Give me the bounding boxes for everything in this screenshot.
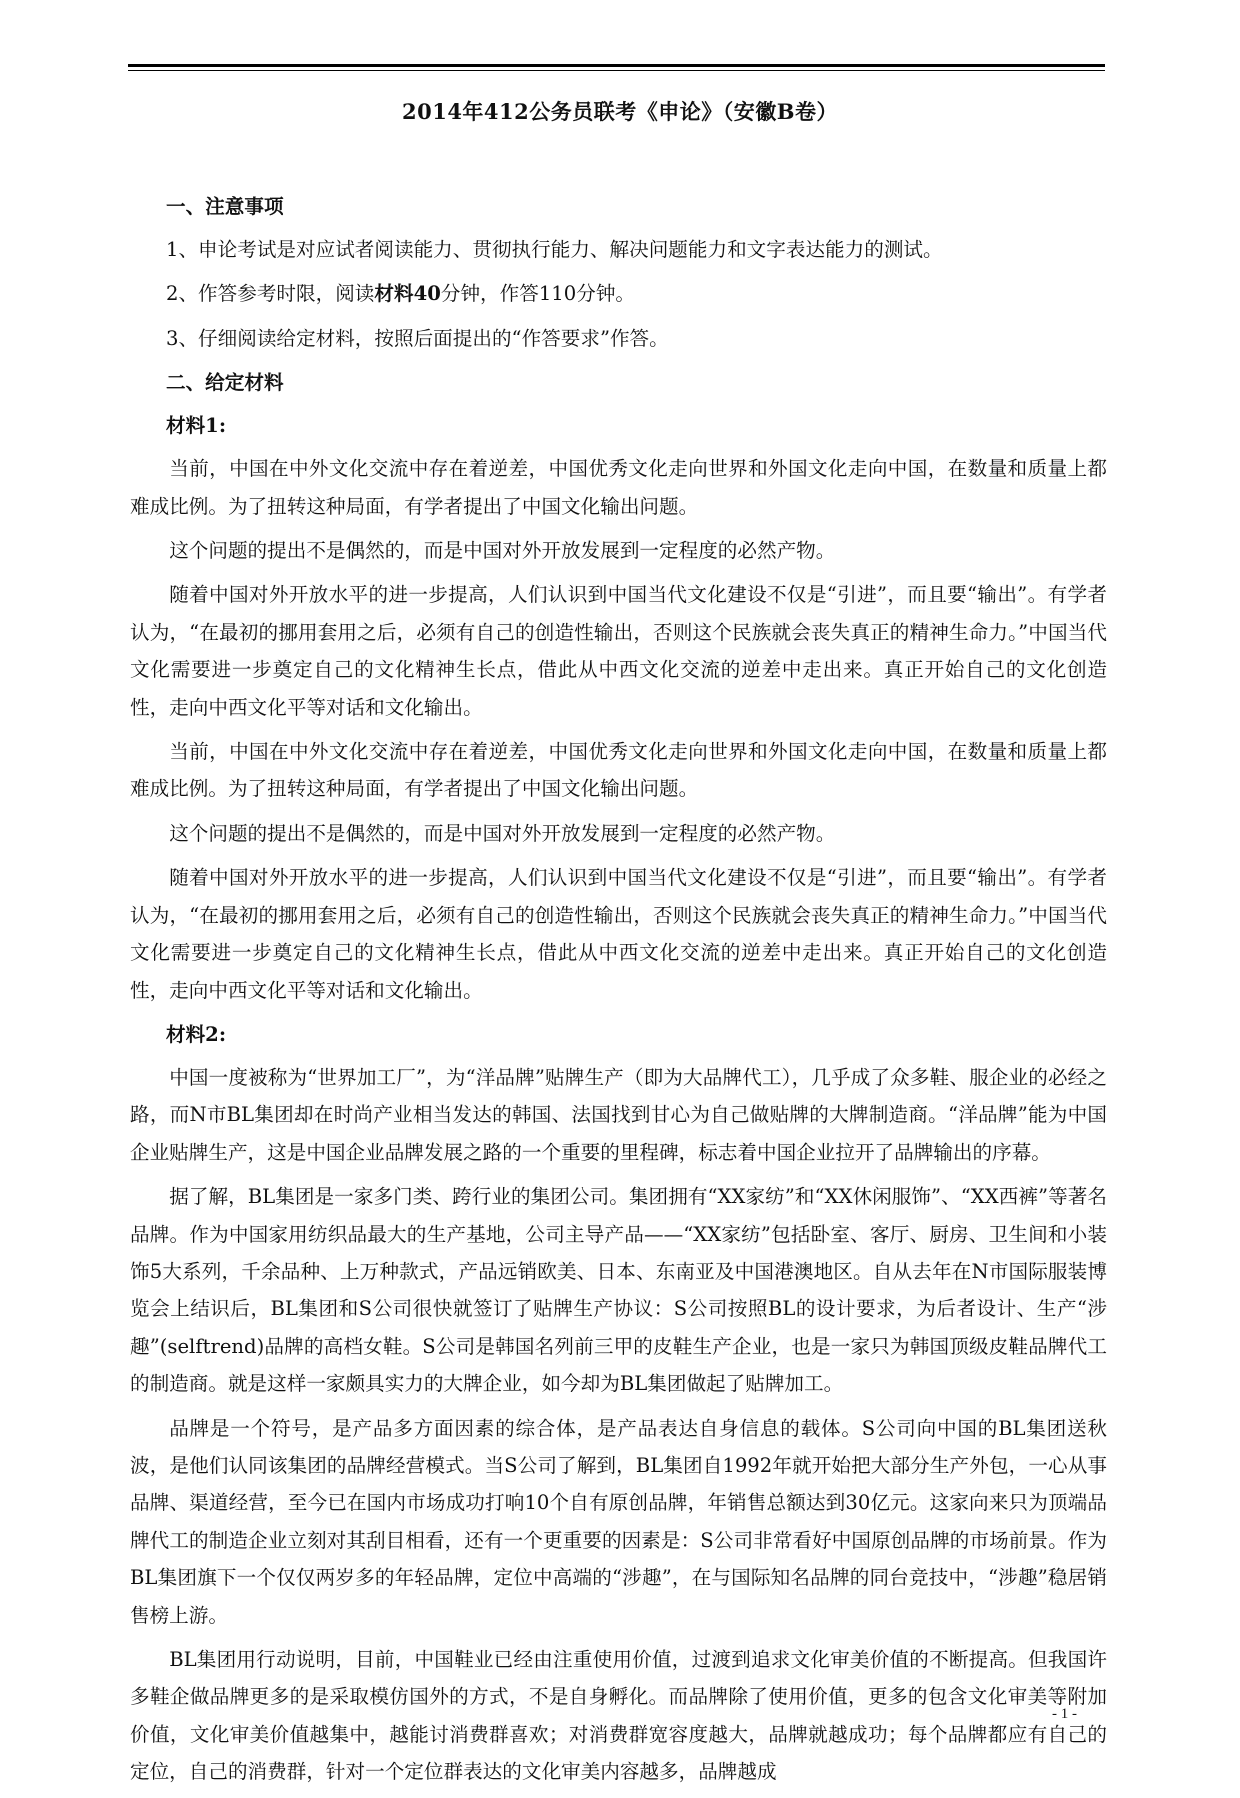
paragraph: 中国一度被称为“世界加工厂”，为“洋品牌”贴牌生产（即为大品牌代工），几乎成了众多鞋、服企业的必经之路，而N市BL集团却在时尚产业相当发达的韩国、法国找到甘心为自己做贴牌的大牌制造商。“洋品牌”能为中国企业贴牌生产，这是中国企业品牌发展之路的一个重要的里程碑，标志着中国企业拉开了品牌输出的序幕。 <box>130 1065 1107 1164</box>
note-item: 2、作答参考时限，阅读材料40分钟，作答110分钟。 <box>166 282 636 306</box>
paragraph: BL集团用行动说明，目前，中国鞋业已经由注重使用价值，过渡到追求文化审美价值的不断提高。但我国许多鞋企做品牌更多的是采取模仿国外的方式，不是自身孵化。而品牌除了使用价值，更多的包含文化审美等附加价值，文化审美价值越集中，越能讨消费群喜欢；对消费群宽容度越大，品牌就越成功；每个品牌都应有自己的定位，自己的消费群，针对一个定位群表达的文化审美内容越多，品牌越成 <box>130 1648 1107 1784</box>
note-item: 1、申论考试是对应试者阅读能力、贯彻执行能力、解决问题能力和文字表达能力的测试。 <box>166 238 943 261</box>
document-body <box>130 188 1107 1798</box>
page-number: - 1 - <box>1052 1706 1077 1722</box>
paragraph: 当前，中国在中外文化交流中存在着逆差，中国优秀文化走向世界和外国文化走向中国，在数量和质量上都难成比例。为了扭转这种局面，有学者提出了中国文化输出问题。 <box>130 457 1107 518</box>
note-item: 3、仔细阅读给定材料，按照后面提出的“作答要求”作答。 <box>166 326 669 350</box>
material-label: 材料1: <box>166 414 227 438</box>
material-label: 材料2: <box>166 1022 227 1046</box>
section-heading-materials: 二、给定材料 <box>166 371 284 395</box>
header-rule-thin <box>128 70 1105 71</box>
document-title: 2014年412公务员联考《申论》（安徽B卷） <box>401 99 839 124</box>
paragraph: 品牌是一个符号，是产品多方面因素的综合体，是产品表达自身信息的载体。S公司向中国的BL集团送秋波，是他们认同该集团的品牌经营模式。当S公司了解到，BL集团自1992年就开始把大部分生产外包，一心从事品牌、渠道经营，至今已在国内市场成功打响10个自有原创品牌，年销售总额达到30亿元。这家向来只为顶端品牌代工的制造企业立刻对其刮目相看，还有一个更重要的因素是：S公司非常看好中国原创品牌的市场前景。作为BL集团旗下一个仅仅两岁多的年轻品牌，定位中高端的“涉趣”，在与国际知名品牌的同台竞技中，“涉趣”稳居销售榜上游。 <box>130 1416 1107 1627</box>
paragraph: 这个问题的提出不是偶然的，而是中国对外开放发展到一定程度的必然产物。 <box>169 539 836 563</box>
header-rule-thick <box>128 64 1105 67</box>
paragraph: 当前，中国在中外文化交流中存在着逆差，中国优秀文化走向世界和外国文化走向中国，在数量和质量上都难成比例。为了扭转这种局面，有学者提出了中国文化输出问题。 <box>130 740 1107 801</box>
paragraph: 随着中国对外开放水平的进一步提高，人们认识到中国当代文化建设不仅是“引进”，而且要“输出”。有学者认为，“在最初的挪用套用之后，必须有自己的创造性输出，否则这个民族就会丧失真正的精神生命力。”中国当代文化需要进一步奠定自己的文化精神生长点，借此从中西文化交流的逆差中走出来。真正开始自己的文化创造性，走向中西文化平等对话和文化输出。 <box>130 583 1107 719</box>
paragraph: 据了解，BL集团是一家多门类、跨行业的集团公司。集团拥有“XX家纺”和“XX休闲服饰”、“XX西裤”等著名品牌。作为中国家用纺织品最大的生产基地，公司主导产品——“XX家纺”包括卧室、客厅、厨房、卫生间和小装饰5大系列，千余品种、上万种款式，产品远销欧美、日本、东南亚及中国港澳地区。自从去年在N市国际服装博览会上结识后，BL集团和S公司很快就签订了贴牌生产协议：S公司按照BL的设计要求，为后者设计、生产“涉趣”(selftrend)品牌的高档女鞋。S公司是韩国名列前三甲的皮鞋生产企业，也是一家只为韩国顶级皮鞋品牌代工的制造商。就是这样一家颇具实力的大牌企业，如今却为BL集团做起了贴牌加工。 <box>130 1185 1107 1396</box>
note-bold-text: 材料40 <box>374 282 441 306</box>
section-heading-notes: 一、注意事项 <box>166 195 284 218</box>
paragraph: 这个问题的提出不是偶然的，而是中国对外开放发展到一定程度的必然产物。 <box>169 821 836 845</box>
paragraph: 随着中国对外开放水平的进一步提高，人们认识到中国当代文化建设不仅是“引进”，而且要“输出”。有学者认为，“在最初的挪用套用之后，必须有自己的创造性输出，否则这个民族就会丧失真正的精神生命力。”中国当代文化需要进一步奠定自己的文化精神生长点，借此从中西文化交流的逆差中走出来。真正开始自己的文化创造性，走向中西文化平等对话和文化输出。 <box>130 866 1107 1002</box>
